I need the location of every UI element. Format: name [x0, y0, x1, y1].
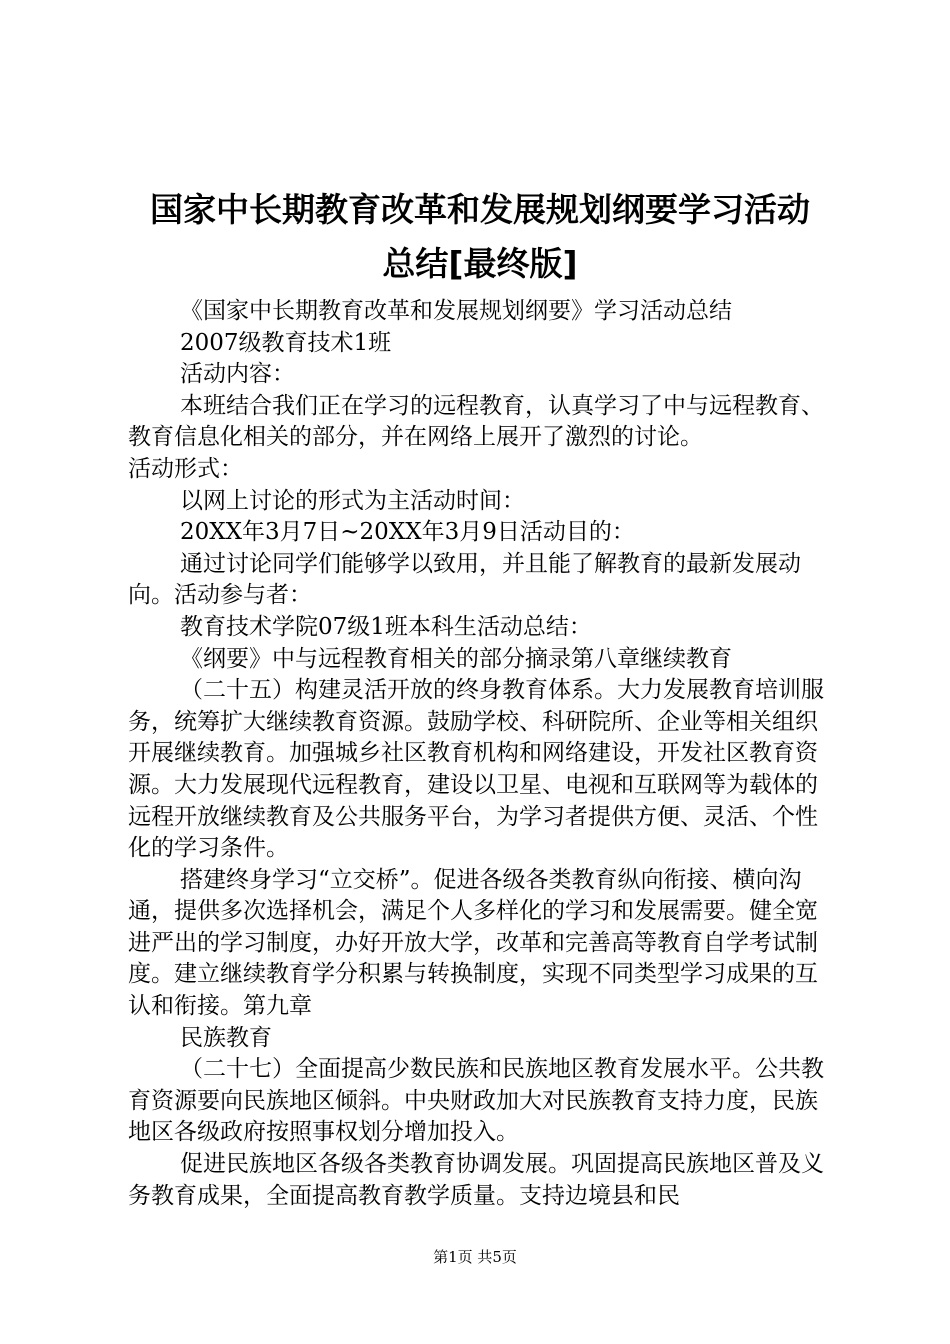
paragraph-activity-purpose: 通过讨论同学们能够学以致用，并且能了解教育的最新发展动向。活动参与者： — [128, 550, 801, 609]
paragraph-activity-form-label: 活动形式： — [128, 455, 243, 482]
paragraph-lifelong-learning: 搭建终身学习“立交桥”。促进各级各类教育纵向衔接、横向沟通，提供多次选择机会，满足个人多样化的学习和发展需要。健全宽进严出的学习制度，办好开放大学，改革和完善高等教育自学考试制度。建立继续教育学分积累与转换制度，实现不同类型学习成果的互认和衔接。第九章 — [128, 866, 818, 1020]
paragraph-activity-time: 20XX年3月7日~20XX年3月9日活动目的： — [180, 519, 635, 546]
document-title-line-1: 国家中长期教育改革和发展规划纲要学习活动 — [150, 190, 810, 229]
paragraph-article-27: （二十七）全面提高少数民族和民族地区教育发展水平。公共教育资源要向民族地区倾斜。中央财政加大对民族教育支持力度，民族地区各级政府按照事权划分增加投入。 — [128, 1056, 824, 1146]
document-title-line-2: 总结[最终版] — [382, 244, 578, 283]
paragraph-participants: 教育技术学院07级1班本科生活动总结： — [180, 613, 592, 640]
paragraph-chapter-9-title: 民族教育 — [180, 1024, 272, 1051]
paragraph-activity-content-label: 活动内容： — [180, 361, 295, 388]
document-body — [128, 296, 828, 1212]
paragraph-excerpt-heading: 《纲要》中与远程教育相关的部分摘录第八章继续教育 — [180, 645, 732, 672]
paragraph-subtitle: 《国家中长期教育改革和发展规划纲要》学习活动总结 — [180, 298, 732, 324]
paragraph-ethnic-education: 促进民族地区各级各类教育协调发展。巩固提高民族地区普及义务教育成果，全面提高教育教学质量。支持边境县和民 — [128, 1151, 824, 1209]
paragraph-article-25: （二十五）构建灵活开放的终身教育体系。大力发展教育培训服务，统筹扩大继续教育资源。鼓励学校、科研院所、企业等相关组织开展继续教育。加强城乡社区教育机构和网络建设，开发社区教育资源。大力发展现代远程教育，建设以卫星、电视和互联网等为载体的远程开放继续教育及公共服务平台，为学习者提供方便、灵活、个性化的学习条件。 — [128, 677, 824, 862]
page-footer: 第1页 共5页 — [433, 1248, 517, 1266]
paragraph-class: 2007级教育技术1班 — [180, 329, 392, 356]
paragraph-activity-content: 本班结合我们正在学习的远程教育，认真学习了中与远程教育、教育信息化相关的部分，并在网络上展开了激烈的讨论。 — [128, 392, 824, 451]
paragraph-activity-form: 以网上讨论的形式为主活动时间： — [180, 487, 525, 514]
